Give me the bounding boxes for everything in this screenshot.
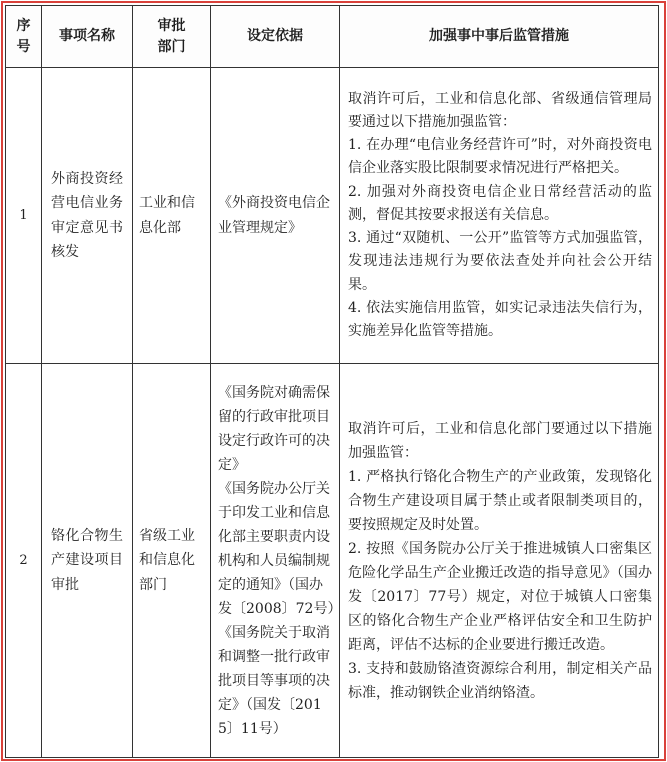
- measure-item: 2. 加强对外商投资电信企业日常经营活动的监测，督促其按要求报送有关信息。: [348, 183, 652, 223]
- basis-entry: 《外商投资电信企业管理规定》: [218, 195, 330, 236]
- row-number: 2: [6, 364, 42, 758]
- basis-entry: 《国务院关于取消和调整一批行政审批项目等事项的决定》（国发〔2015〕11号）: [218, 624, 330, 737]
- header-item: 事项名称: [42, 6, 133, 68]
- basis-entry: 《国务院办公厅关于印发工业和信息化部主要职责内设机构和人员编制规定的通知》（国办发〔2008〕72号）: [218, 480, 342, 617]
- approval-dept: 省级工业和信息化部门: [133, 364, 211, 758]
- approval-dept: 工业和信息化部: [133, 68, 211, 364]
- basis-entry: 《国务院对确需保留的行政审批项目设定行政许可的决定》: [218, 384, 330, 473]
- table-row: [6, 364, 659, 758]
- item-name: 铬化合物生产建设项目审批: [42, 364, 133, 758]
- measure-item: 3. 支持和鼓励铬渣资源综合利用，制定相关产品标准，推动钢铁企业消纳铬渣。: [348, 660, 652, 701]
- table-header-row: [6, 6, 659, 68]
- measure-item: 1. 在办理“电信业务经营许可”时，对外商投资电信企业落实股比限制要求情况进行严格把关。: [348, 137, 652, 177]
- legal-basis: [211, 364, 340, 758]
- header-basis: 设定依据: [211, 6, 340, 68]
- measure-intro: 取消许可后，工业和信息化部、省级通信管理局要通过以下措施加强监管：: [348, 90, 652, 131]
- header-dept: 审批部门: [133, 6, 211, 68]
- header-measures: 加强事中事后监管措施: [340, 6, 659, 68]
- measure-item: 2. 按照《国务院办公厅关于推进城镇人口密集区危险化学品生产企业搬迁改造的指导意见》（国办发〔2017〕77号）规定，对位于城镇人口密集区的铬化合物生产企业严格评估安全和卫生防护距离，评估不达标的企业要进行搬迁改造。: [348, 540, 652, 653]
- supervision-measures: [340, 68, 659, 364]
- measure-item: 1. 严格执行铬化合物生产的产业政策，发现铬化合物生产建设项目属于禁止或者限制类项目的，要按照规定及时处置。: [348, 468, 652, 533]
- measure-intro: 取消许可后，工业和信息化部门要通过以下措施加强监管：: [348, 420, 652, 461]
- regulation-table: [5, 5, 659, 758]
- header-no: 序号: [6, 6, 42, 68]
- legal-basis: [211, 68, 340, 364]
- supervision-measures: [340, 364, 659, 758]
- measure-item: 3. 通过“双随机、一公开”监管等方式加强监管，发现违法违规行为要依法查处并向社会公开结果。: [348, 230, 652, 293]
- item-name: 外商投资经营电信业务审定意见书核发: [42, 68, 133, 364]
- table-row: [6, 68, 659, 364]
- measure-item: 4. 依法实施信用监管，如实记录违法失信行为，实施差异化监管等措施。: [348, 299, 652, 339]
- row-number: 1: [6, 68, 42, 364]
